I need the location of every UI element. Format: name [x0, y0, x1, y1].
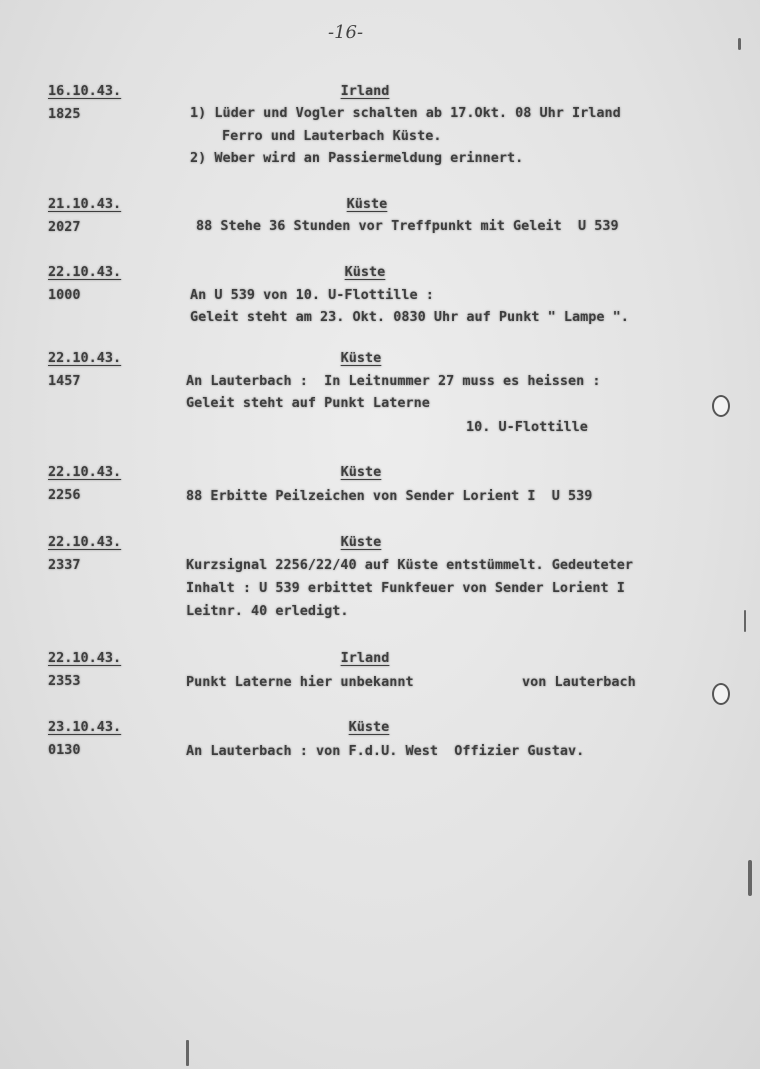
- entry-date: 22.10.43.: [48, 650, 122, 666]
- entry-text-line: 88 Stehe 36 Stunden vor Treffpunkt mit Geleit U 539: [196, 218, 619, 234]
- entry-date: 16.10.43.: [48, 83, 122, 99]
- entry-destination: Küste: [340, 464, 382, 480]
- entry-destination: Irland: [340, 83, 390, 99]
- entry-date: 22.10.43.: [48, 350, 122, 366]
- entry-time: 0130: [48, 742, 81, 758]
- scan-mark: [738, 38, 741, 50]
- entry-date: 22.10.43.: [48, 534, 122, 550]
- entry-time: 1457: [48, 373, 81, 389]
- entry-text-line: Ferro und Lauterbach Küste.: [222, 128, 442, 144]
- entry-time: 2256: [48, 487, 81, 503]
- entry-text-line: An Lauterbach : von F.d.U. West Offizier Gustav.: [186, 743, 585, 759]
- entry-destination: Küste: [344, 264, 386, 280]
- entry-text-line: Geleit steht auf Punkt Laterne: [186, 395, 430, 411]
- entry-date: 22.10.43.: [48, 264, 122, 280]
- scan-mark: [748, 860, 752, 896]
- entry-text-line: Geleit steht am 23. Okt. 0830 Uhr auf Punkt " Lampe ".: [190, 309, 629, 325]
- punch-hole: [712, 683, 730, 705]
- entry-destination: Irland: [340, 650, 390, 666]
- entry-text-line: Punkt Laterne hier unbekannt: [186, 674, 414, 690]
- page-number: -16-: [328, 22, 364, 43]
- entry-text-line: 1) Lüder und Vogler schalten ab 17.Okt. 08 Uhr Irland: [190, 105, 621, 121]
- entry-date: 23.10.43.: [48, 719, 122, 735]
- entry-text-line: Leitnr. 40 erledigt.: [186, 603, 349, 619]
- entry-destination: Küste: [340, 350, 382, 366]
- entry-destination: Küste: [348, 719, 390, 735]
- entry-text-line: An U 539 von 10. U-Flottille :: [190, 287, 434, 303]
- entry-date: 22.10.43.: [48, 464, 122, 480]
- entry-sender: von Lauterbach: [522, 674, 636, 690]
- scan-mark: [186, 1040, 189, 1066]
- entry-text-line: 88 Erbitte Peilzeichen von Sender Lorient I U 539: [186, 488, 593, 504]
- entry-time: 1825: [48, 106, 81, 122]
- entry-destination: Küste: [340, 534, 382, 550]
- entry-destination: Küste: [346, 196, 388, 212]
- entry-text-line: Kurzsignal 2256/22/40 auf Küste entstümmelt. Gedeuteter: [186, 557, 634, 573]
- scan-mark: [744, 610, 746, 632]
- entry-time: 1000: [48, 287, 81, 303]
- entry-date: 21.10.43.: [48, 196, 122, 212]
- entry-text-line: Inhalt : U 539 erbittet Funkfeuer von Sender Lorient I: [186, 580, 625, 596]
- entry-text-line: 2) Weber wird an Passiermeldung erinnert.: [190, 150, 524, 166]
- entry-signature: 10. U-Flottille: [466, 419, 588, 435]
- entry-time: 2337: [48, 557, 81, 573]
- entry-time: 2027: [48, 219, 81, 235]
- punch-hole: [712, 395, 730, 417]
- entry-time: 2353: [48, 673, 81, 689]
- entry-text-line: An Lauterbach : In Leitnummer 27 muss es heissen :: [186, 373, 601, 389]
